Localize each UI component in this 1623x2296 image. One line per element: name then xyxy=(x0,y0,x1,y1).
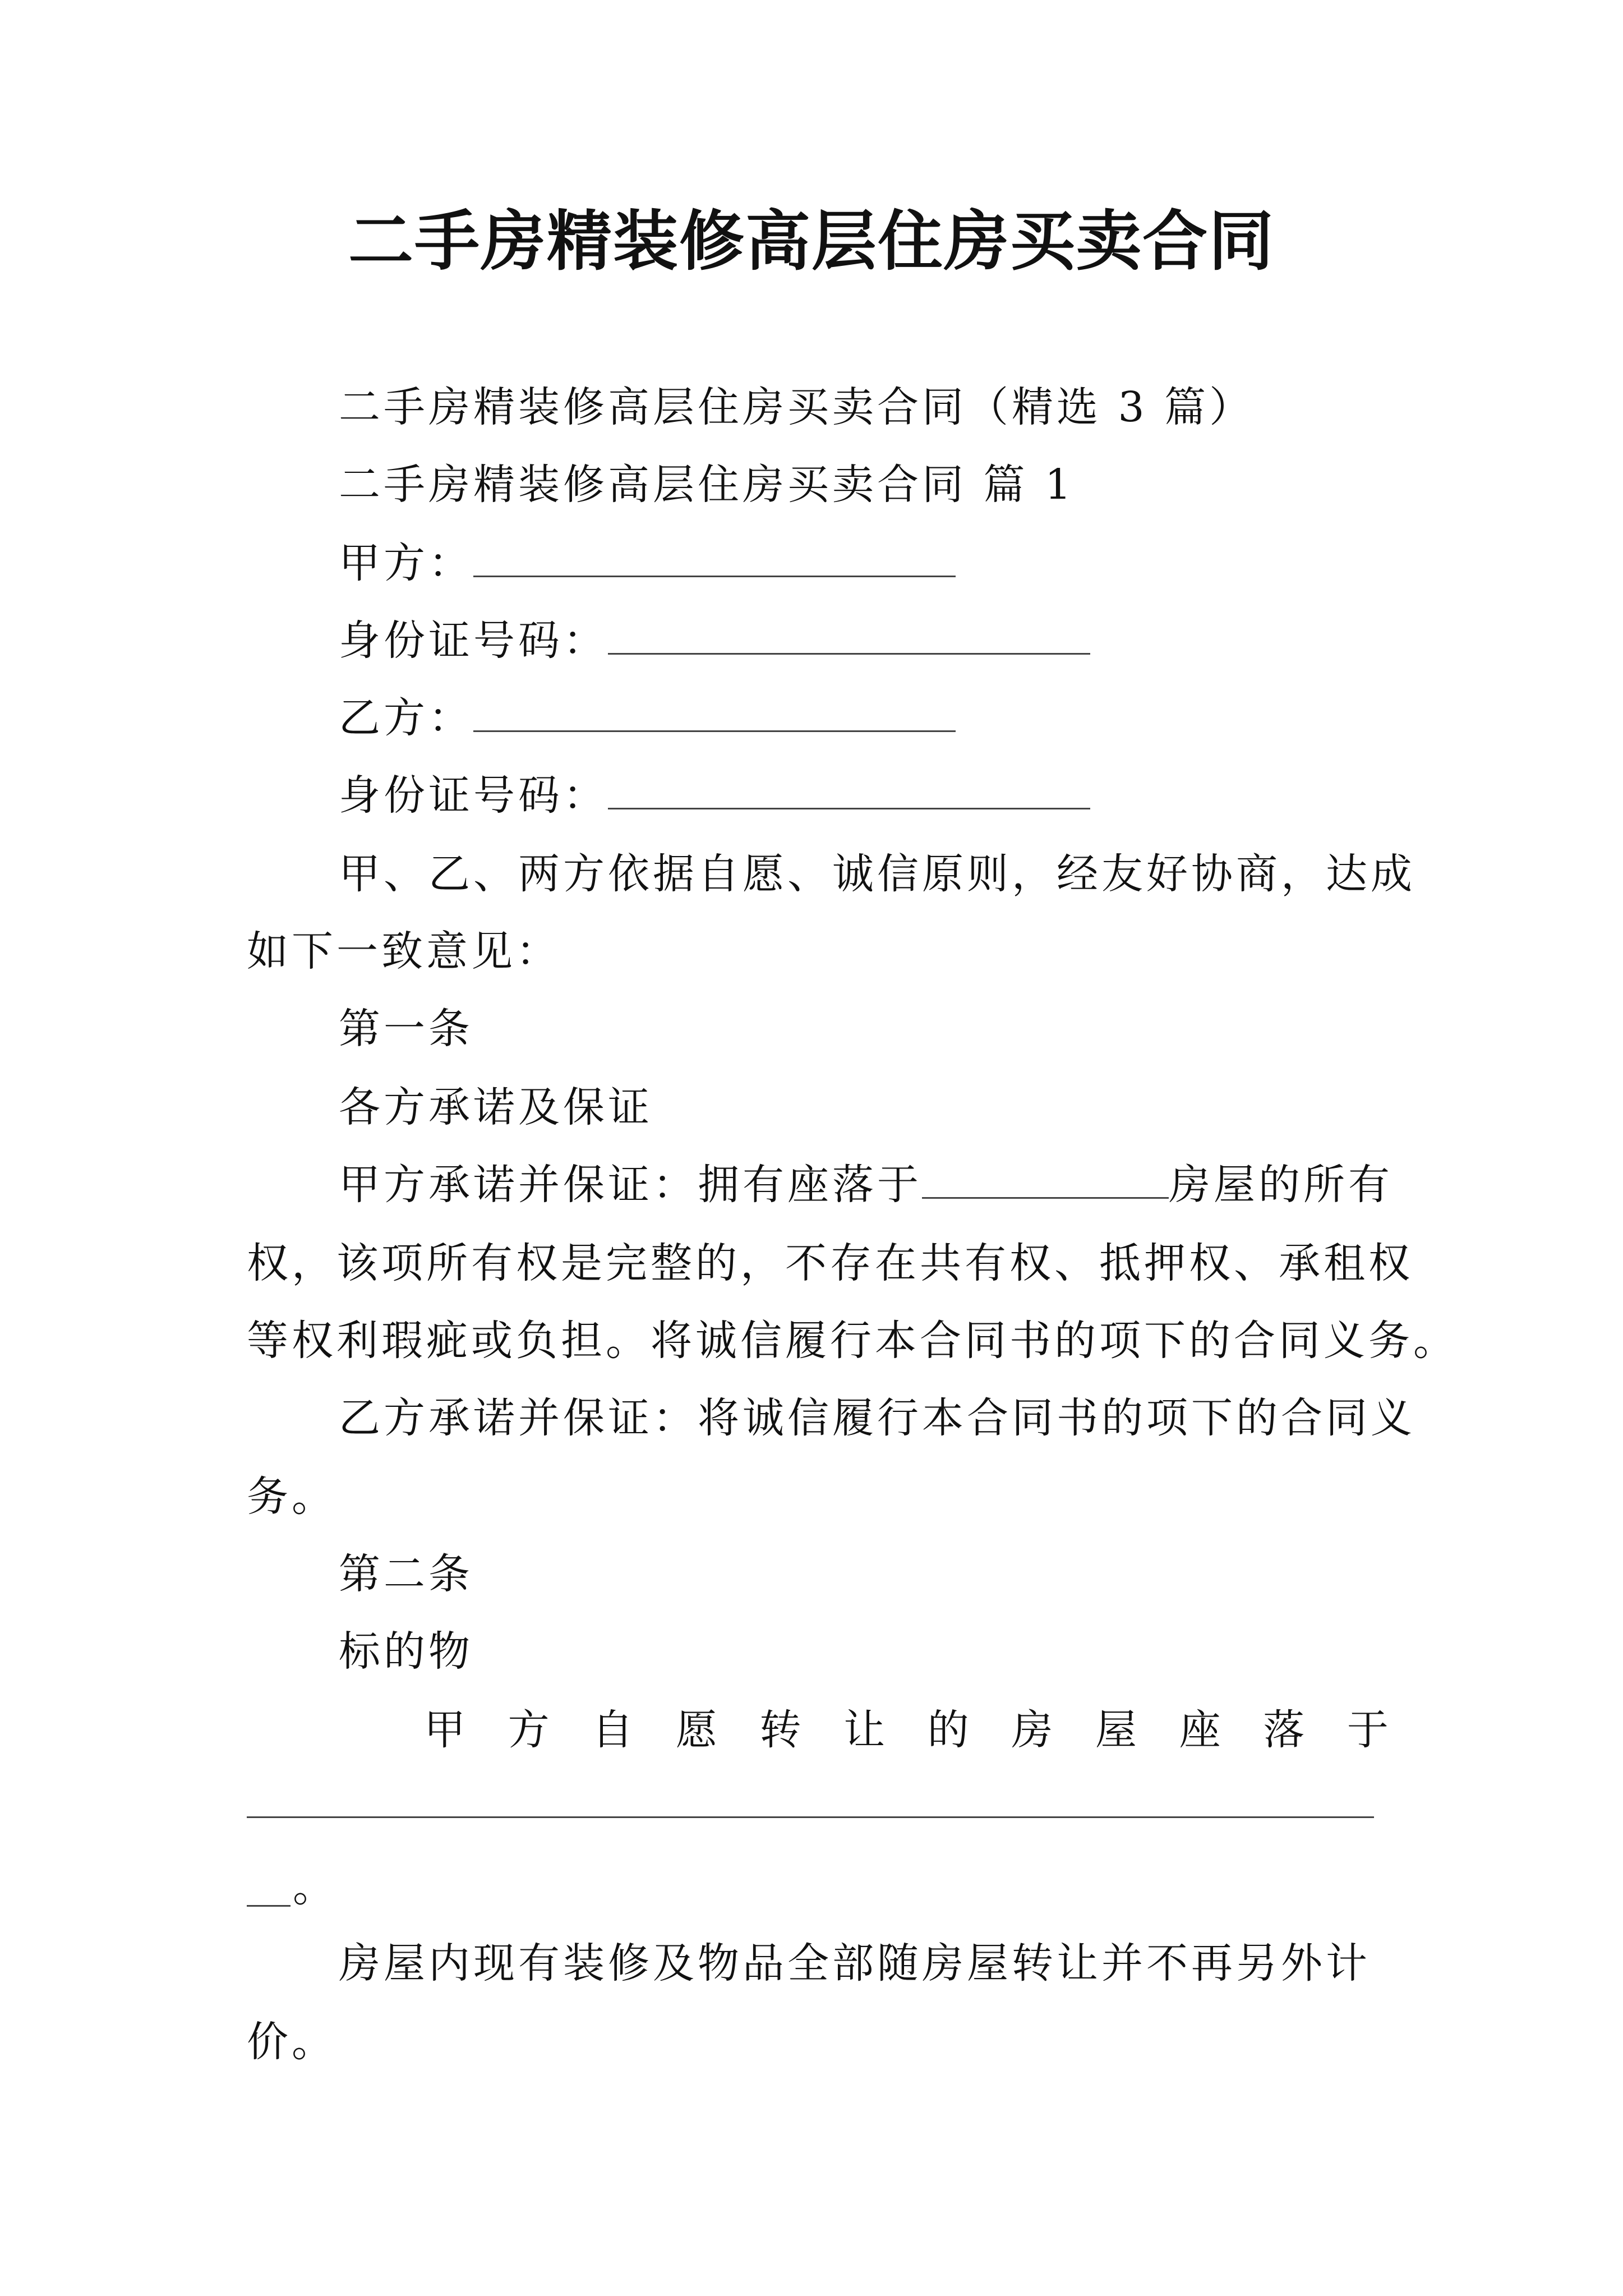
party-a-id-row xyxy=(339,615,1090,666)
article-1-number: 第一条 xyxy=(339,1005,473,1053)
location-char: 甲 xyxy=(424,1706,465,1754)
party-a-blank[interactable] xyxy=(473,540,956,577)
party-a-id-label: 身份证号码： xyxy=(339,616,608,665)
location-char: 的 xyxy=(927,1706,969,1754)
party-b-blank[interactable] xyxy=(473,694,956,732)
party-a-promise-line-3: 等权利瑕疵或负担。将诚信履行本合同书的项下的合同义务。 xyxy=(247,1317,1458,1365)
article-1-title: 各方承诺及保证 xyxy=(339,1083,653,1131)
article-2-title: 标的物 xyxy=(339,1627,473,1676)
party-b-id-label: 身份证号码： xyxy=(339,771,608,820)
party-a-promise-line-1 xyxy=(339,1159,1393,1211)
location-period: 。 xyxy=(293,1863,334,1911)
section-heading: 二手房精装修高层住房买卖合同 篇 1 xyxy=(339,461,1075,509)
document-subtitle: 二手房精装修高层住房买卖合同（精选 3 篇） xyxy=(339,383,1255,431)
party-a-id-blank[interactable] xyxy=(608,617,1090,655)
property-address-blank[interactable] xyxy=(247,1816,1374,1818)
furnishing-line-2: 价。 xyxy=(247,2018,336,2066)
document-title: 二手房精装修高层住房买卖合同 xyxy=(348,203,1275,279)
location-char: 落 xyxy=(1263,1706,1305,1754)
party-a-label: 甲方： xyxy=(339,539,473,587)
location-char: 让 xyxy=(843,1706,886,1754)
party-b-id-row xyxy=(339,770,1090,821)
party-a-row xyxy=(339,537,956,589)
location-char: 自 xyxy=(592,1706,634,1754)
party-b-label: 乙方： xyxy=(339,694,473,742)
location-char: 屋 xyxy=(1095,1706,1137,1754)
party-b-id-blank[interactable] xyxy=(608,772,1090,809)
property-address-blank-continued[interactable] xyxy=(247,1905,291,1907)
location-char: 房 xyxy=(1011,1706,1053,1754)
party-b-promise-line-1: 乙方承诺并保证：将诚信履行本合同书的项下的合同义 xyxy=(339,1394,1415,1442)
article-2-number: 第二条 xyxy=(339,1550,473,1598)
location-char: 愿 xyxy=(675,1706,717,1754)
furnishing-line-1: 房屋内现有装修及物品全部随房屋转让并不再另外计 xyxy=(339,1939,1371,1987)
party-a-promise-text-end: 房屋的所有 xyxy=(1169,1161,1393,1209)
party-b-row xyxy=(339,692,956,744)
party-a-promise-line-2: 权，该项所有权是完整的，不存在共有权、抵押权、承租权 xyxy=(247,1239,1413,1287)
location-char: 座 xyxy=(1179,1706,1221,1754)
party-b-promise-line-2: 务。 xyxy=(247,1473,336,1521)
location-char: 于 xyxy=(1347,1706,1389,1754)
location-char: 转 xyxy=(759,1706,801,1754)
property-location-blank[interactable] xyxy=(922,1161,1169,1199)
location-char: 方 xyxy=(508,1706,550,1754)
intro-line-2: 如下一致意见： xyxy=(247,927,561,976)
property-location-line xyxy=(424,1704,1389,1756)
intro-line-1: 甲、乙、两方依据自愿、诚信原则，经友好协商，达成 xyxy=(339,850,1415,898)
party-a-promise-text: 甲方承诺并保证：拥有座落于 xyxy=(339,1161,922,1209)
